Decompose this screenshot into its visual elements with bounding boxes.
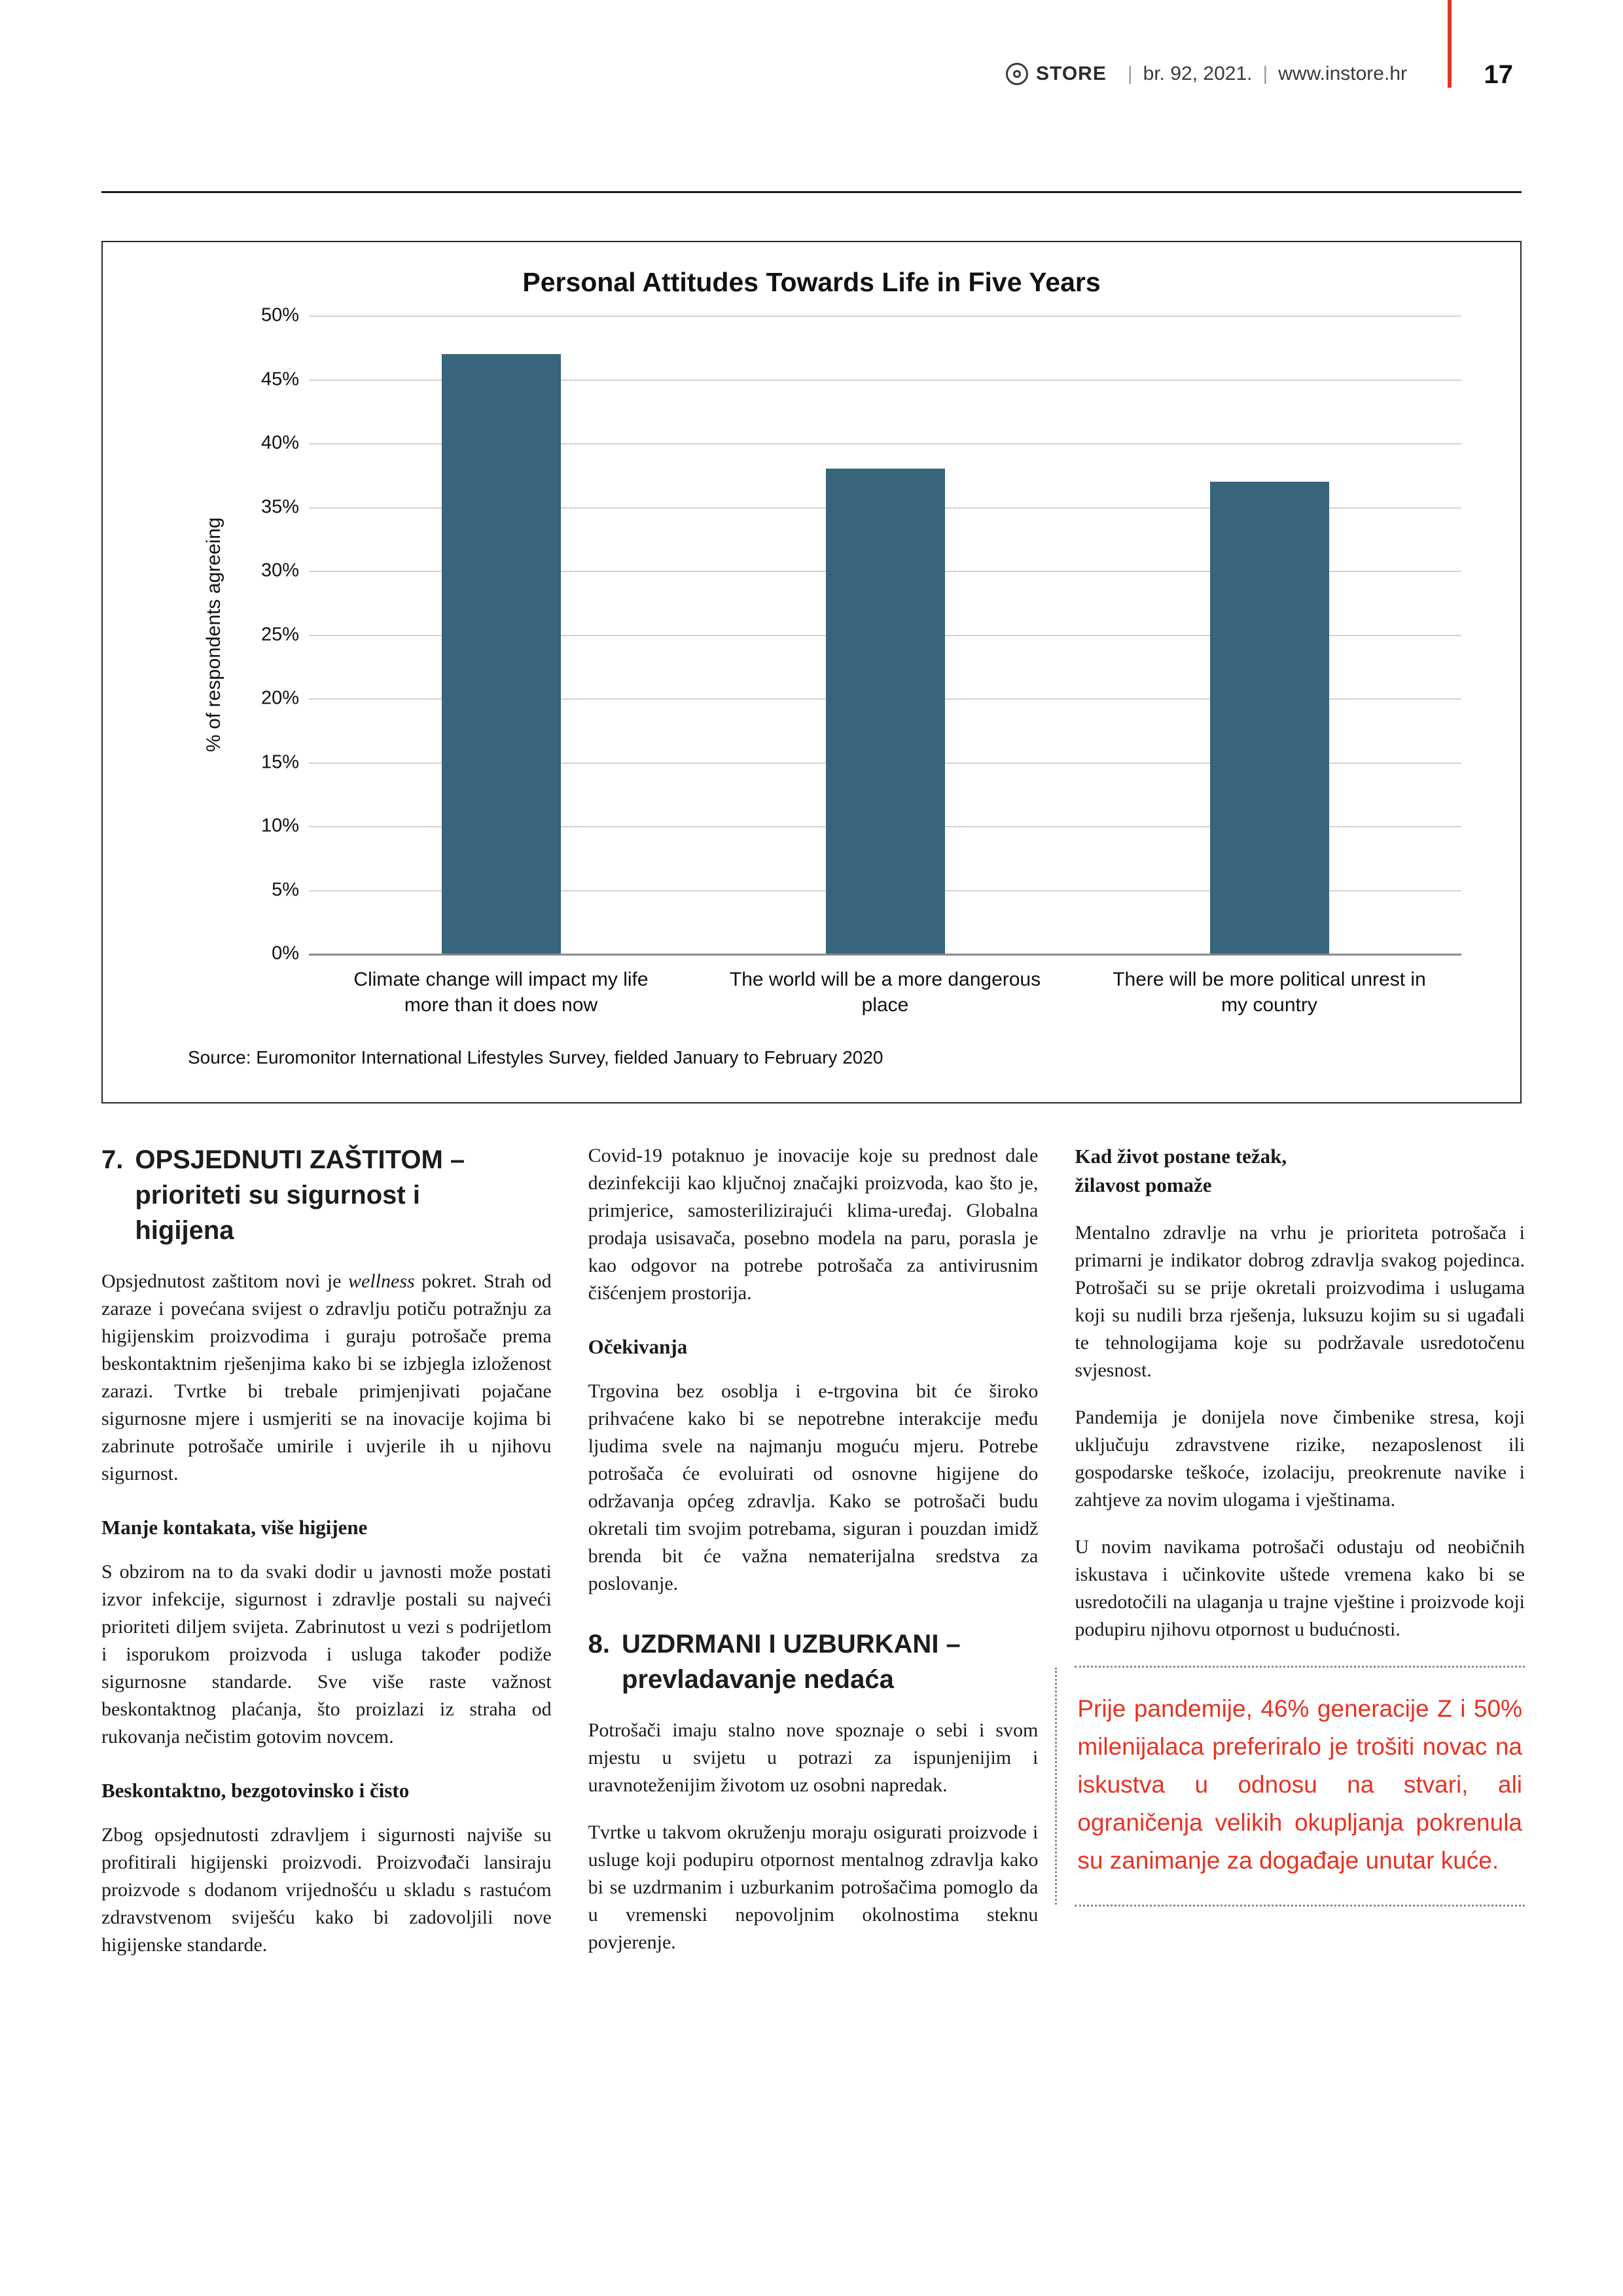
y-ticks xyxy=(234,304,299,964)
chart-y-axis-label: % of respondents agreeing xyxy=(203,517,224,752)
subheading: Beskontaktno, bezgotovinsko i čisto xyxy=(101,1779,410,1802)
paragraph: Zbog opsjednutosti zdravljem i sigurnosti najviše su profitirali higijenski proizvodi. Proizvođači lansiraju proizvode s dodanom vrijednošću u skladu s rastućom zdravstvenom sviješću kako bi zadovoljili nove higijenske standarde. xyxy=(101,1824,552,1956)
section-7-heading xyxy=(101,1142,552,1248)
pullquote xyxy=(1075,1666,1525,1907)
paragraph-italic: wellness xyxy=(348,1270,415,1292)
y-tick-label: 20% xyxy=(260,687,299,709)
instore-logo-dot xyxy=(1013,70,1021,78)
y-tick-label: 30% xyxy=(260,560,299,581)
paragraph: Potrošači imaju stalno nove spoznaje o sebi i svom mjestu u svijetu u potrazi za ispunjenijim i uravnoteženijim životom uz osobni napredak. xyxy=(588,1719,1039,1796)
x-label-climate-change: Climate change will impact my life more than it does now xyxy=(353,969,649,1016)
page-header xyxy=(1006,63,1407,85)
y-tick-label: 50% xyxy=(260,304,299,326)
y-tick-label: 0% xyxy=(272,942,299,964)
brand-name: STORE xyxy=(1036,63,1107,84)
paragraph: Trgovina bez osoblja i e-trgovina bit će široko prihvaćene kako bi se nepotrebne interakcije među ljudima svele na najmanju moguću mjeru. Potrebe potrošača će evoluirati od osnovne higijene do održavanja općeg zdravlja. Kako se potrošači budu okretali tim svojim potrebama, siguran i pouzdan imidž brenda bit će važna nematerijalna sredstva za poslovanje. xyxy=(588,1380,1039,1594)
paragraph: Tvrtke u takvom okruženju moraju osigurati proizvode i usluge koji podupiru otpornost mentalnog zdravlja kako bi se uzdrmanim i uzburkanim potrošačima pomoglo da u vremenski nepovoljnim okolnostima steknu povjerenje. xyxy=(588,1821,1039,1953)
bar-slot xyxy=(309,315,693,954)
paragraph: Mentalno zdravlje na vrhu je prioriteta potrošača i primarni je indikator dobrog zdravlja svakog pojedinca. Potrošači su se prije okretali proizvodima i uslugama koji su nudili brza rješenja, luksuzu kojim su si ugađali te tehnologijama koje su podržavale usredotočenu svjesnost. xyxy=(1075,1222,1525,1381)
bar-dangerous-place xyxy=(826,469,945,954)
header-red-divider xyxy=(1448,0,1452,88)
paragraph: Covid-19 potaknuo je inovacije koje su prednost dale dezinfekciji kao ključnoj značajki proizvoda, kao što je, primjerice, samosterilizirajući klima-uređaj. Globalna prodaja usisavača, posebno modela na paru, porasla je kao odgovor na potrebe potrošača za antivirusnim čišćenjem prostorija. xyxy=(588,1145,1039,1304)
subheading: Manje kontakata, više higijene xyxy=(101,1516,368,1539)
bar-chart xyxy=(101,241,1522,1103)
pullquote-text: Prije pandemije, 46% generacije Z i 50% milenijalaca preferiralo je trošiti novac na iskustva u odnosu na stvari, ali ograničenja velikih okupljanja pokrenula su zanimanje za događaje unutar kuće. xyxy=(1077,1695,1523,1874)
paragraph-text: pokret. Strah od zaraze i povećana svijest o zdravlju potiču potražnju za higijenskim proizvodima i guraju potrošače prema beskontaktnim rješenjima kako bi se izbjegla izloženost zarazi. Tvrtke bi trebale primjenjivati pojačane sigurnosne mjere i usmjeriti se na inovacije kojima bi zabrinute potrošače umirile i uvjerile ih u njihovu sigurnost. xyxy=(101,1270,552,1484)
x-label-political-unrest: There will be more political unrest in my country xyxy=(1113,969,1426,1016)
article-column-3 xyxy=(1075,1142,1525,1979)
section-title: OPSJEDNUTI ZAŠTITOM – prioriteti su sigurnost i higijena xyxy=(135,1145,465,1245)
website-link[interactable]: www.instore.hr xyxy=(1278,63,1407,84)
section-number: 7. xyxy=(101,1145,124,1174)
article-column-2 xyxy=(588,1142,1039,1979)
bar-slot xyxy=(1077,315,1461,954)
column-3-heading: Kad život postane težak, žilavost pomaže xyxy=(1075,1145,1287,1196)
pullquote-dotted-divider xyxy=(1055,1668,1057,1905)
paragraph: Pandemija je donijela nove čimbenike stresa, koji uključuju zdravstvene rizike, nezaposlenost ili gospodarske teškoće, izolaciju, preokrenute navike i zahtjeve za novim ulogama i vještinama. xyxy=(1075,1407,1525,1511)
chart-source: Source: Euromonitor International Lifestyles Survey, fielded January to February 2020 xyxy=(188,1047,883,1067)
y-tick-label: 45% xyxy=(260,368,299,389)
section-8-heading xyxy=(588,1626,1039,1697)
x-label-dangerous-place: The world will be a more dangerous place xyxy=(729,969,1041,1016)
section-number: 8. xyxy=(588,1630,611,1659)
page-number: 17 xyxy=(1484,60,1513,89)
article-column-1 xyxy=(101,1142,552,1979)
paragraph-text: Opsjednutost zaštitom novi je xyxy=(101,1270,349,1292)
paragraph: S obzirom na to da svaki dodir u javnosti može postati izvor infekcije, sigurnost i zdravlje postali su najveći prioriteti diljem svijeta. Zabrinutost u vezi s podrijetlom i isporukom proizvoda i usluga također podiže sigurnosne standarde. Sve više raste važnost beskontaktnog plaćanja, što proizlazi iz straha od rukovanja nečistim gotovim novcem. xyxy=(101,1561,552,1748)
section-title: UZDRMANI I UZBURKANI – prevladavanje nedaća xyxy=(622,1630,961,1694)
header-rule xyxy=(101,191,1522,193)
chart-plot-area xyxy=(309,315,1461,956)
chart-title: Personal Attitudes Towards Life in Five Years xyxy=(522,267,1101,297)
y-tick-label: 25% xyxy=(260,624,299,645)
article-columns xyxy=(101,1142,1525,1979)
paragraph xyxy=(101,1268,552,1488)
bar-slot xyxy=(693,315,1077,954)
instore-logo-icon xyxy=(1006,63,1028,85)
paragraph: U novim navikama potrošači odustaju od neobičnih iskustava i učinkovite uštede vremena kako bi se usredotočili na ulaganja u trajne vještine i proizvode koji podupiru njihovu otpornost u budućnosti. xyxy=(1075,1536,1525,1640)
issue-label: br. 92, 2021. xyxy=(1143,63,1253,84)
header-separator: | xyxy=(1262,63,1268,84)
subheading: Očekivanja xyxy=(588,1335,688,1358)
chart-bars xyxy=(309,315,1461,954)
bar-political-unrest xyxy=(1210,482,1329,954)
y-tick-label: 15% xyxy=(260,751,299,772)
chart-x-labels xyxy=(309,967,1461,1018)
header-separator: | xyxy=(1127,63,1133,84)
bar-climate-change xyxy=(442,354,561,954)
y-tick-label: 10% xyxy=(260,815,299,836)
y-tick-label: 5% xyxy=(272,879,299,900)
y-tick-label: 35% xyxy=(260,496,299,517)
y-tick-label: 40% xyxy=(260,432,299,454)
